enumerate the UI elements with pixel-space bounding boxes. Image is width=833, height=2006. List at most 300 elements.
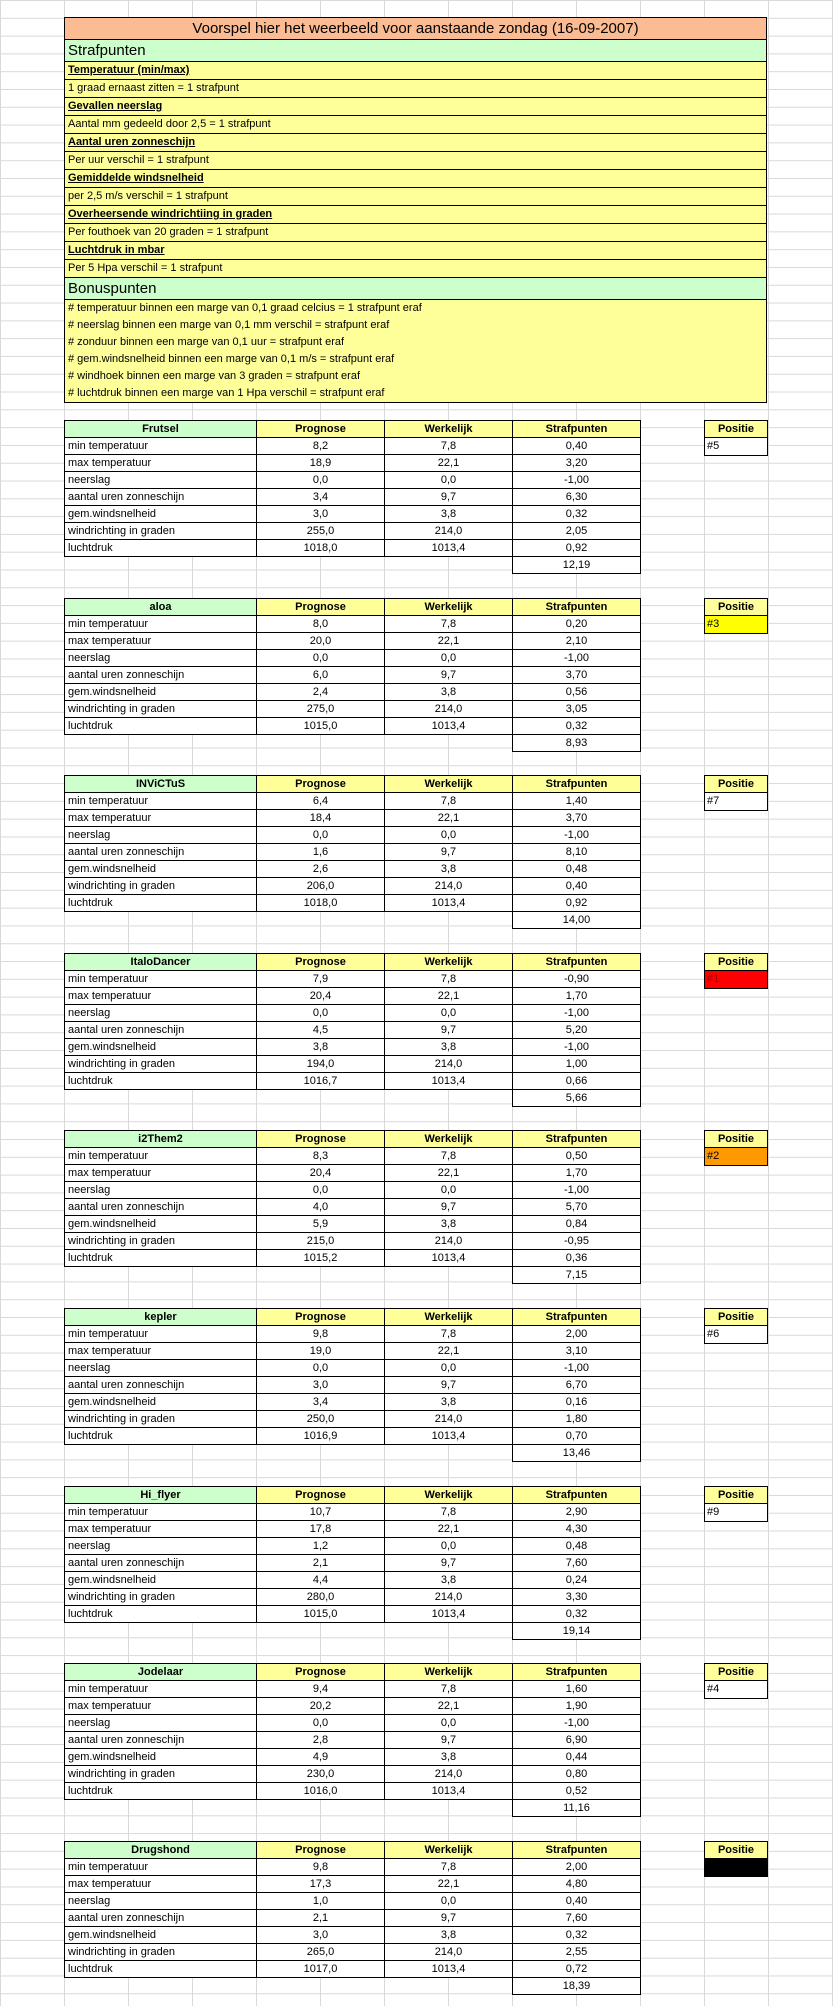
rules-header: [64, 17, 767, 403]
row-label: luchtdruk: [65, 1250, 257, 1267]
row-label: windrichting in graden: [65, 1411, 257, 1428]
table-row: [65, 793, 641, 810]
werkelijk-cell: 22,1: [385, 1698, 513, 1715]
total-row: [65, 557, 641, 574]
table-row: [65, 615, 641, 632]
table-row: [65, 1892, 641, 1909]
rule-text: 1 graad ernaast zitten = 1 strafpunt: [64, 80, 767, 98]
bonus-rule: # gem.windsnelheid binnen een marge van 0,1 m/s = strafpunt eraf: [68, 353, 395, 365]
total-row: [65, 912, 641, 929]
strafpunten-cell: 0,52: [513, 1783, 641, 1800]
bonus-rule: # windhoek binnen een marge van 3 graden = strafpunt eraf: [68, 370, 361, 382]
werkelijk-cell: 214,0: [385, 523, 513, 540]
row-label: windrichting in graden: [65, 1588, 257, 1605]
column-header-strafpunten: Strafpunten: [513, 1131, 641, 1148]
column-header-strafpunten: Strafpunten: [513, 598, 641, 615]
table-row: [65, 878, 641, 895]
werkelijk-cell: 214,0: [385, 1055, 513, 1072]
werkelijk-cell: 0,0: [385, 1715, 513, 1732]
table-row: [65, 1698, 641, 1715]
table-row: [65, 506, 641, 523]
table-row: [65, 987, 641, 1004]
total-strafpunten: 18,39: [513, 1977, 641, 1994]
strafpunten-cell: 0,32: [513, 717, 641, 734]
prognose-cell: 1018,0: [257, 540, 385, 557]
position-box: [704, 1486, 768, 1522]
row-label: neerslag: [65, 472, 257, 489]
empty-cell: [385, 912, 513, 929]
table-row: [65, 489, 641, 506]
strafpunten-cell: 0,40: [513, 438, 641, 455]
row-label: neerslag: [65, 1182, 257, 1199]
table-row: [65, 1503, 641, 1520]
werkelijk-cell: 7,8: [385, 1681, 513, 1698]
prognose-cell: 1016,7: [257, 1072, 385, 1089]
werkelijk-cell: 9,7: [385, 1021, 513, 1038]
column-header-strafpunten: Strafpunten: [513, 1841, 641, 1858]
row-label: min temperatuur: [65, 1326, 257, 1343]
position-box: [704, 1663, 768, 1699]
column-header-werkelijk: Werkelijk: [385, 1309, 513, 1326]
strafpunten-cell: 1,90: [513, 1698, 641, 1715]
prognose-cell: 2,8: [257, 1732, 385, 1749]
table-row: [65, 1055, 641, 1072]
row-label: aantal uren zonneschijn: [65, 666, 257, 683]
strafpunten-cell: 0,20: [513, 615, 641, 632]
column-header-strafpunten: Strafpunten: [513, 1486, 641, 1503]
prognose-cell: 9,8: [257, 1858, 385, 1875]
rule-text: Aantal mm gedeeld door 2,5 = 1 strafpunt: [64, 116, 767, 134]
empty-cell: [65, 1267, 257, 1284]
total-row: [65, 1445, 641, 1462]
row-label: luchtdruk: [65, 1960, 257, 1977]
total-strafpunten: 13,46: [513, 1445, 641, 1462]
column-header-werkelijk: Werkelijk: [385, 1664, 513, 1681]
table-row: [65, 1554, 641, 1571]
prognose-cell: 19,0: [257, 1343, 385, 1360]
empty-cell: [257, 1622, 385, 1639]
prognose-cell: 1,0: [257, 1892, 385, 1909]
table-row: [65, 1343, 641, 1360]
strafpunten-cell: -0,90: [513, 970, 641, 987]
strafpunten-cell: 3,10: [513, 1343, 641, 1360]
table-row: [65, 455, 641, 472]
strafpunten-cell: 0,48: [513, 1537, 641, 1554]
player-name: INViCTuS: [65, 776, 257, 793]
prognose-cell: 1016,9: [257, 1428, 385, 1445]
werkelijk-cell: 1013,4: [385, 1428, 513, 1445]
werkelijk-cell: 1013,4: [385, 1072, 513, 1089]
werkelijk-cell: 3,8: [385, 1571, 513, 1588]
strafpunten-cell: 5,20: [513, 1021, 641, 1038]
row-label: neerslag: [65, 1715, 257, 1732]
score-table: [64, 598, 641, 752]
table-row: [65, 1250, 641, 1267]
table-row: [65, 861, 641, 878]
position-header: Positie: [704, 598, 768, 616]
score-table: [64, 1130, 641, 1284]
row-label: windrichting in graden: [65, 700, 257, 717]
column-header-prognose: Prognose: [257, 421, 385, 438]
strafpunten-cell: 2,55: [513, 1943, 641, 1960]
table-row: [65, 1199, 641, 1216]
empty-cell: [257, 912, 385, 929]
row-label: aantal uren zonneschijn: [65, 1377, 257, 1394]
score-table: [64, 775, 641, 929]
table-header-row: [65, 953, 641, 970]
total-row: [65, 734, 641, 751]
strafpunten-cell: -1,00: [513, 649, 641, 666]
row-label: luchtdruk: [65, 717, 257, 734]
prognose-cell: 1018,0: [257, 895, 385, 912]
column-header-prognose: Prognose: [257, 1131, 385, 1148]
prognose-cell: 8,3: [257, 1148, 385, 1165]
prognose-cell: 0,0: [257, 1182, 385, 1199]
empty-cell: [65, 734, 257, 751]
prognose-cell: 1015,0: [257, 717, 385, 734]
strafpunten-cell: 3,05: [513, 700, 641, 717]
rule-title: Luchtdruk in mbar: [64, 242, 767, 260]
table-row: [65, 1428, 641, 1445]
strafpunten-cell: 4,30: [513, 1520, 641, 1537]
table-header-row: [65, 1841, 641, 1858]
prognose-cell: 250,0: [257, 1411, 385, 1428]
werkelijk-cell: 3,8: [385, 1926, 513, 1943]
strafpunten-cell: 2,00: [513, 1858, 641, 1875]
empty-cell: [257, 557, 385, 574]
prognose-cell: 4,9: [257, 1749, 385, 1766]
table-header-row: [65, 776, 641, 793]
player-name: Jodelaar: [65, 1664, 257, 1681]
table-row: [65, 1360, 641, 1377]
werkelijk-cell: 7,8: [385, 615, 513, 632]
total-strafpunten: 12,19: [513, 557, 641, 574]
werkelijk-cell: 7,8: [385, 1858, 513, 1875]
row-label: aantal uren zonneschijn: [65, 1909, 257, 1926]
table-row: [65, 1021, 641, 1038]
table-row: [65, 649, 641, 666]
bonuspunten-heading: Bonuspunten: [64, 278, 767, 300]
row-label: luchtdruk: [65, 1072, 257, 1089]
strafpunten-cell: -0,95: [513, 1233, 641, 1250]
empty-cell: [257, 734, 385, 751]
rule-title: Overheersende windrichtiing in graden: [64, 206, 767, 224]
werkelijk-cell: 9,7: [385, 844, 513, 861]
prognose-cell: 5,9: [257, 1216, 385, 1233]
prognose-cell: 194,0: [257, 1055, 385, 1072]
position-value: #7: [704, 793, 768, 811]
strafpunten-cell: 0,16: [513, 1394, 641, 1411]
position-box: [704, 1841, 768, 1877]
strafpunten-cell: -1,00: [513, 1360, 641, 1377]
position-value: #5: [704, 438, 768, 456]
total-row: [65, 1089, 641, 1106]
rule-text: per 2,5 m/s verschil = 1 strafpunt: [64, 188, 767, 206]
strafpunten-cell: 0,70: [513, 1428, 641, 1445]
prognose-cell: 7,9: [257, 970, 385, 987]
strafpunten-cell: 7,60: [513, 1554, 641, 1571]
row-label: gem.windsnelheid: [65, 1749, 257, 1766]
row-label: aantal uren zonneschijn: [65, 1554, 257, 1571]
table-row: [65, 1038, 641, 1055]
prognose-cell: 265,0: [257, 1943, 385, 1960]
werkelijk-cell: 9,7: [385, 489, 513, 506]
position-header: Positie: [704, 1130, 768, 1148]
column-header-strafpunten: Strafpunten: [513, 1309, 641, 1326]
werkelijk-cell: 22,1: [385, 987, 513, 1004]
werkelijk-cell: 0,0: [385, 1182, 513, 1199]
werkelijk-cell: 1013,4: [385, 540, 513, 557]
prognose-cell: 8,0: [257, 615, 385, 632]
empty-cell: [385, 557, 513, 574]
strafpunten-cell: 6,90: [513, 1732, 641, 1749]
strafpunten-cell: 1,80: [513, 1411, 641, 1428]
empty-cell: [385, 1445, 513, 1462]
table-row: [65, 1216, 641, 1233]
werkelijk-cell: 7,8: [385, 970, 513, 987]
werkelijk-cell: 0,0: [385, 1004, 513, 1021]
prognose-cell: 4,5: [257, 1021, 385, 1038]
total-row: [65, 1622, 641, 1639]
strafpunten-cell: 0,32: [513, 506, 641, 523]
strafpunten-cell: 3,30: [513, 1588, 641, 1605]
strafpunten-cell: 6,30: [513, 489, 641, 506]
table-row: [65, 472, 641, 489]
table-row: [65, 1681, 641, 1698]
werkelijk-cell: 3,8: [385, 1038, 513, 1055]
strafpunten-cell: 0,44: [513, 1749, 641, 1766]
position-box: [704, 1308, 768, 1344]
werkelijk-cell: 7,8: [385, 793, 513, 810]
row-label: luchtdruk: [65, 1605, 257, 1622]
prognose-cell: 20,4: [257, 1165, 385, 1182]
prognose-cell: 9,4: [257, 1681, 385, 1698]
row-label: max temperatuur: [65, 1875, 257, 1892]
prognose-cell: 18,9: [257, 455, 385, 472]
empty-cell: [65, 1445, 257, 1462]
column-header-prognose: Prognose: [257, 1309, 385, 1326]
prognose-cell: 0,0: [257, 649, 385, 666]
table-row: [65, 666, 641, 683]
prognose-cell: 2,1: [257, 1909, 385, 1926]
table-row: [65, 1875, 641, 1892]
strafpunten-cell: 0,84: [513, 1216, 641, 1233]
bonus-rule: # luchtdruk binnen een marge van 1 Hpa verschil = strafpunt eraf: [68, 387, 385, 399]
werkelijk-cell: 9,7: [385, 1377, 513, 1394]
empty-cell: [385, 1977, 513, 1994]
row-label: luchtdruk: [65, 895, 257, 912]
strafpunten-cell: -1,00: [513, 827, 641, 844]
prognose-cell: 2,6: [257, 861, 385, 878]
werkelijk-cell: 7,8: [385, 1503, 513, 1520]
strafpunten-cell: 1,70: [513, 1165, 641, 1182]
column-header-werkelijk: Werkelijk: [385, 1131, 513, 1148]
prognose-cell: 9,8: [257, 1326, 385, 1343]
werkelijk-cell: 214,0: [385, 700, 513, 717]
column-header-werkelijk: Werkelijk: [385, 776, 513, 793]
position-box: [704, 598, 768, 634]
table-row: [65, 970, 641, 987]
empty-cell: [257, 1800, 385, 1817]
row-label: luchtdruk: [65, 1428, 257, 1445]
table-row: [65, 1588, 641, 1605]
strafpunten-cell: 0,32: [513, 1926, 641, 1943]
strafpunten-cell: 3,70: [513, 666, 641, 683]
prognose-cell: 0,0: [257, 1004, 385, 1021]
werkelijk-cell: 0,0: [385, 827, 513, 844]
rule-text: Per uur verschil = 1 strafpunt: [64, 152, 767, 170]
werkelijk-cell: 214,0: [385, 1588, 513, 1605]
prognose-cell: 6,4: [257, 793, 385, 810]
column-header-strafpunten: Strafpunten: [513, 421, 641, 438]
prognose-cell: 3,0: [257, 506, 385, 523]
row-label: neerslag: [65, 1360, 257, 1377]
table-row: [65, 1165, 641, 1182]
row-label: gem.windsnelheid: [65, 1038, 257, 1055]
werkelijk-cell: 3,8: [385, 861, 513, 878]
werkelijk-cell: 0,0: [385, 1360, 513, 1377]
table-row: [65, 1749, 641, 1766]
strafpunten-cell: 0,50: [513, 1148, 641, 1165]
strafpunten-cell: 3,20: [513, 455, 641, 472]
player-name: Drugshond: [65, 1841, 257, 1858]
prognose-cell: 3,8: [257, 1038, 385, 1055]
rule-title: Aantal uren zonneschijn: [64, 134, 767, 152]
table-row: [65, 1783, 641, 1800]
werkelijk-cell: 3,8: [385, 683, 513, 700]
prognose-cell: 0,0: [257, 1715, 385, 1732]
row-label: min temperatuur: [65, 1681, 257, 1698]
prognose-cell: 1017,0: [257, 1960, 385, 1977]
strafpunten-cell: 0,24: [513, 1571, 641, 1588]
strafpunten-cell: 0,32: [513, 1605, 641, 1622]
column-header-prognose: Prognose: [257, 1841, 385, 1858]
empty-cell: [385, 1267, 513, 1284]
strafpunten-cell: 0,80: [513, 1766, 641, 1783]
strafpunten-cell: 0,92: [513, 540, 641, 557]
score-table: [64, 1841, 641, 1995]
position-box: [704, 775, 768, 811]
column-header-prognose: Prognose: [257, 776, 385, 793]
strafpunten-cell: 8,10: [513, 844, 641, 861]
strafpunten-cell: 0,40: [513, 1892, 641, 1909]
column-header-werkelijk: Werkelijk: [385, 953, 513, 970]
position-value: #6: [704, 1326, 768, 1344]
werkelijk-cell: 22,1: [385, 1875, 513, 1892]
table-row: [65, 1960, 641, 1977]
position-header: Positie: [704, 1841, 768, 1859]
row-label: neerslag: [65, 649, 257, 666]
table-row: [65, 1520, 641, 1537]
table-header-row: [65, 1309, 641, 1326]
row-label: gem.windsnelheid: [65, 506, 257, 523]
row-label: min temperatuur: [65, 970, 257, 987]
total-row: [65, 1977, 641, 1994]
row-label: neerslag: [65, 1892, 257, 1909]
table-row: [65, 1182, 641, 1199]
strafpunten-cell: 0,36: [513, 1250, 641, 1267]
position-header: Positie: [704, 1663, 768, 1681]
table-row: [65, 1943, 641, 1960]
table-row: [65, 1732, 641, 1749]
werkelijk-cell: 9,7: [385, 1554, 513, 1571]
empty-cell: [385, 1089, 513, 1106]
werkelijk-cell: 3,8: [385, 1749, 513, 1766]
werkelijk-cell: 22,1: [385, 455, 513, 472]
table-row: [65, 1926, 641, 1943]
prognose-cell: 275,0: [257, 700, 385, 717]
table-row: [65, 700, 641, 717]
strafpunten-cell: 0,40: [513, 878, 641, 895]
row-label: aantal uren zonneschijn: [65, 489, 257, 506]
total-strafpunten: 14,00: [513, 912, 641, 929]
prognose-cell: 206,0: [257, 878, 385, 895]
table-row: [65, 438, 641, 455]
row-label: gem.windsnelheid: [65, 1926, 257, 1943]
prognose-cell: 20,0: [257, 632, 385, 649]
score-table: [64, 1663, 641, 1817]
column-header-prognose: Prognose: [257, 598, 385, 615]
empty-cell: [385, 1622, 513, 1639]
table-row: [65, 632, 641, 649]
player-name: ItaloDancer: [65, 953, 257, 970]
prognose-cell: 17,3: [257, 1875, 385, 1892]
empty-cell: [385, 1800, 513, 1817]
row-label: neerslag: [65, 1004, 257, 1021]
row-label: max temperatuur: [65, 1520, 257, 1537]
total-strafpunten: 8,93: [513, 734, 641, 751]
werkelijk-cell: 214,0: [385, 878, 513, 895]
row-label: windrichting in graden: [65, 1943, 257, 1960]
column-header-werkelijk: Werkelijk: [385, 1841, 513, 1858]
column-header-prognose: Prognose: [257, 1664, 385, 1681]
column-header-werkelijk: Werkelijk: [385, 598, 513, 615]
prognose-cell: 3,4: [257, 1394, 385, 1411]
table-row: [65, 1326, 641, 1343]
column-header-prognose: Prognose: [257, 1486, 385, 1503]
table-row: [65, 1377, 641, 1394]
werkelijk-cell: 22,1: [385, 1520, 513, 1537]
prognose-cell: 17,8: [257, 1520, 385, 1537]
position-header: Positie: [704, 1486, 768, 1504]
prognose-cell: 3,0: [257, 1926, 385, 1943]
prognose-cell: 3,4: [257, 489, 385, 506]
row-label: aantal uren zonneschijn: [65, 1021, 257, 1038]
position-box: [704, 1130, 768, 1166]
strafpunten-cell: -1,00: [513, 1182, 641, 1199]
total-row: [65, 1267, 641, 1284]
position-value: #1: [704, 971, 768, 989]
row-label: max temperatuur: [65, 1698, 257, 1715]
strafpunten-cell: -1,00: [513, 1004, 641, 1021]
table-header-row: [65, 1664, 641, 1681]
prognose-cell: 0,0: [257, 472, 385, 489]
table-row: [65, 1766, 641, 1783]
table-row: [65, 1233, 641, 1250]
row-label: min temperatuur: [65, 1148, 257, 1165]
strafpunten-cell: 0,48: [513, 861, 641, 878]
table-row: [65, 523, 641, 540]
row-label: gem.windsnelheid: [65, 1216, 257, 1233]
empty-cell: [65, 1089, 257, 1106]
prognose-cell: 280,0: [257, 1588, 385, 1605]
table-row: [65, 683, 641, 700]
row-label: aantal uren zonneschijn: [65, 1199, 257, 1216]
table-header-row: [65, 598, 641, 615]
prognose-cell: 0,0: [257, 827, 385, 844]
empty-cell: [257, 1267, 385, 1284]
table-header-row: [65, 421, 641, 438]
